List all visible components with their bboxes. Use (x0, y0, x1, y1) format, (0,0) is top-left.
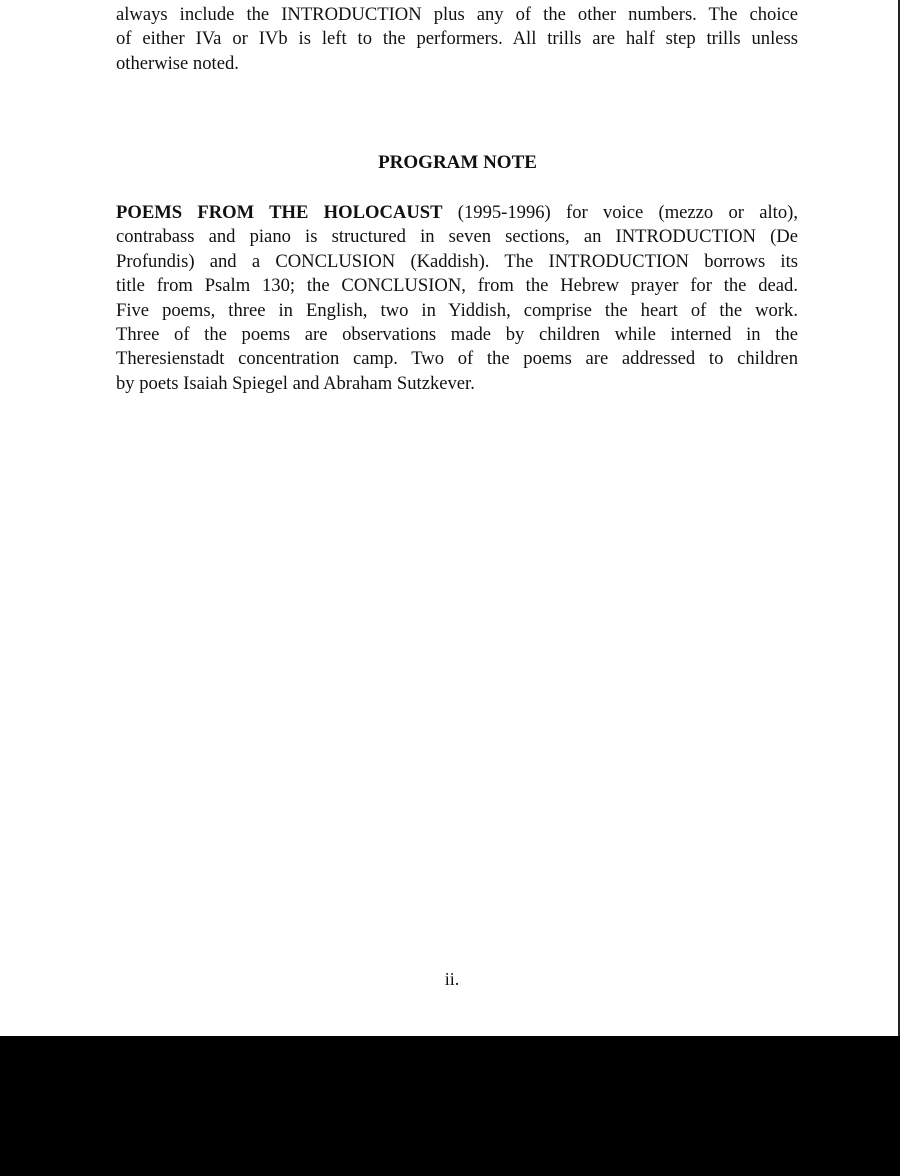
page-number: ii. (444, 969, 460, 989)
performance-notes-line: otherwise noted. (116, 52, 239, 74)
program-note-line: Profundis) and a CONCLUSION (Kaddish). The INTRODUCTION borrows its (116, 250, 798, 272)
program-note-first-line-rest: (1995-1996) for voice (mezzo or alto), (442, 202, 798, 223)
program-note-line: Theresienstadt concentration camp. Two of the poems are addressed to children (116, 348, 798, 370)
program-note-line: Three of the poems are observations made by children while interned in the (116, 324, 798, 346)
performance-notes-line: of either IVa or IVb is left to the performers. All trills are half step trills unless (116, 28, 798, 50)
performance-notes-paragraph (116, 3, 798, 76)
performance-notes-line: always include the INTRODUCTION plus any of the other numbers. The choice (116, 4, 798, 25)
work-title: POEMS FROM THE HOLOCAUST (116, 202, 443, 223)
program-note-heading: PROGRAM NOTE (378, 152, 537, 173)
program-note-line: by poets Isaiah Spiegel and Abraham Sutzkever. (116, 372, 475, 394)
program-note-line: title from Psalm 130; the CONCLUSION, from the Hebrew prayer for the dead. (116, 275, 798, 297)
program-note-line: contrabass and piano is structured in seven sections, an INTRODUCTION (De (116, 226, 798, 248)
black-bottom-area (0, 1036, 900, 1176)
program-note-first-line (116, 201, 798, 225)
program-note-paragraph (116, 201, 798, 396)
program-note-line: Five poems, three in English, two in Yiddish, comprise the heart of the work. (116, 299, 798, 321)
